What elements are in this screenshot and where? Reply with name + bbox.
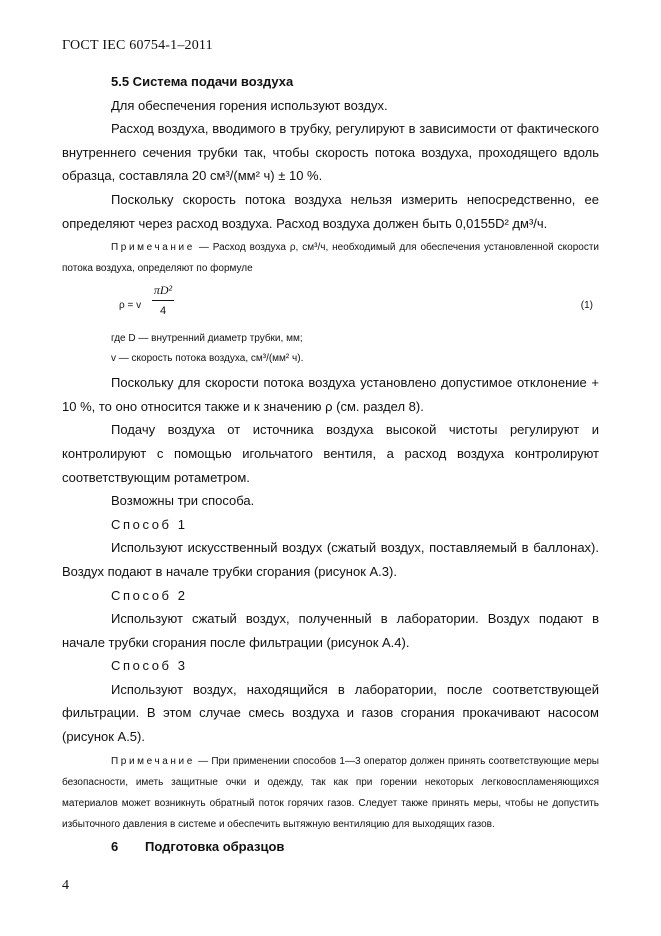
note-2-label: Примечание	[111, 755, 195, 767]
paragraph-1: Для обеспечения горения используют воздух.	[111, 97, 388, 113]
section-5-5-title: 5.5 Система подачи воздуха	[111, 74, 294, 89]
paragraph-2: Расход воздуха, вводимого в трубку, регулируют в зависимости от фактического внутреннего сечения трубки так, чтобы скорость потока воздуха, проходящего вдоль образца, составляла 20 см³/(мм² ч) ± 10 %.	[62, 121, 599, 184]
paragraph-6: Возможны три способа.	[111, 493, 255, 509]
document-header: ГОСТ IEC 60754-1–2011	[62, 38, 213, 53]
paragraph-4: Поскольку для скорости потока воздуха установлено допустимое отклонение + 10 %, то оно относится также и к значению ρ (см. раздел 8).	[62, 375, 599, 414]
page-content	[62, 70, 599, 858]
section-6-number: 6	[111, 838, 119, 854]
method-2-label: Способ 2	[111, 587, 188, 603]
paragraph-3: Поскольку скорость потока воздуха нельзя измерить непосредственно, ее определяют через расход воздуха. Расход воздуха должен быть 0,0155D² дм³/ч.	[62, 191, 599, 231]
note-2	[62, 751, 599, 835]
page-number: 4	[62, 878, 69, 893]
method-3-text: Используют воздух, находящийся в лаборатории, после соответствующей фильтрации. В этом случае смесь воздуха и газов сгорания прокачивают насосом (рисунок А.5).	[62, 681, 599, 745]
method-1-label: Способ 1	[111, 516, 188, 532]
note-1-label: Примечание	[111, 242, 195, 254]
method-3-label: Способ 3	[111, 658, 188, 674]
formula-numerator: πD²	[152, 283, 174, 301]
where-d: где D — внутренний диаметр трубки, мм;	[111, 333, 303, 345]
note-1-text: — Расход воздуха ρ, см³/ч, необходимый для обеспечения установленной скорости потока воздуха, определяют по формуле	[62, 242, 599, 275]
method-2-text: Используют сжатый воздух, полученный в лаборатории. Воздух подают в начале трубки сгорания после фильтрации (рисунок А.4).	[62, 611, 599, 650]
note-1	[62, 237, 599, 279]
section-6-title: Подготовка образцов	[145, 838, 285, 854]
paragraph-5: Подачу воздуха от источника воздуха высокой чистоты регулируют и контролируют с помощью игольчатого вентиля, а расход воздуха контролируют соответствующим ротаметром.	[62, 422, 599, 485]
note-2-text: — При применении способов 1—3 оператор должен принять соответствующие меры безопасности, иметь защитные очки и одежду, так как при горении некоторых легковоспламеняющихся материалов может возникнуть обратный поток горячих газов. Следует также принять меры, чтобы не допустить избыточного давления в системе и обеспечить вытяжную вентиляцию для выходящих газов.	[62, 755, 599, 830]
where-v: v — скорость потока воздуха, см³/(мм² ч).	[111, 353, 304, 365]
formula-lhs: ρ = v	[119, 300, 142, 312]
formula-fraction	[152, 283, 174, 319]
formula-1	[62, 279, 599, 329]
formula-number: (1)	[580, 300, 593, 312]
method-1-text: Используют искусственный воздух (сжатый воздух, поставляемый в баллонах). Воздух подают в начале трубки сгорания (рисунок А.3).	[62, 540, 599, 579]
formula-denominator: 4	[159, 305, 167, 318]
section-6-heading	[62, 835, 599, 859]
